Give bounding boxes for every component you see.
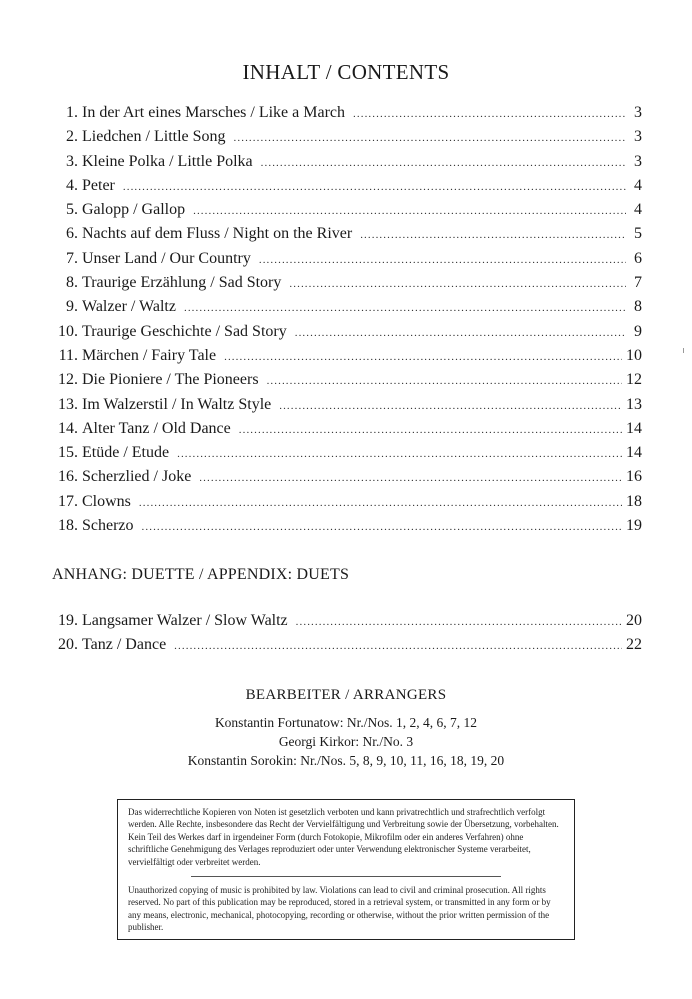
toc-entry-title: Tanz / Dance — [82, 636, 167, 654]
toc-entry — [52, 368, 642, 392]
arranger-line: Georgi Kirkor: Nr./No. 3 — [278, 734, 414, 749]
toc-entry-number: 19. — [58, 612, 78, 629]
toc-entry-page: 22 — [626, 636, 642, 654]
toc-entry-number: 5. — [66, 201, 78, 219]
toc-entry-page: 18 — [626, 492, 642, 510]
notice-divider — [191, 876, 501, 877]
toc-entry-title: Etüde / Etude — [82, 444, 170, 462]
toc-entry-number: 13. — [58, 395, 78, 413]
toc-leader-dots — [353, 102, 626, 126]
contents-list — [52, 101, 642, 538]
toc-entry-number: 3. — [66, 152, 78, 170]
toc-entry-page: 3 — [634, 104, 642, 121]
toc-leader-dots — [261, 151, 626, 175]
toc-entry-page: 3 — [634, 152, 642, 170]
toc-entry — [52, 271, 642, 295]
toc-entry-title: Langsamer Walzer / Slow Waltz — [82, 612, 288, 629]
toc-leader-dots — [360, 223, 626, 247]
toc-entry-page: 8 — [634, 298, 642, 316]
toc-entry-title: In der Art eines Marsches / Like a March — [82, 104, 346, 121]
toc-leader-dots — [295, 321, 626, 345]
toc-entry — [52, 393, 642, 417]
toc-entry — [52, 198, 642, 222]
toc-entry-number: 10. — [58, 322, 78, 340]
margin-mark — [683, 348, 684, 353]
toc-entry — [52, 222, 642, 246]
page-title: INHALT / CONTENTS — [242, 60, 450, 84]
toc-entry-title: Scherzo — [82, 517, 134, 535]
toc-entry-number: 16. — [58, 468, 78, 486]
toc-entry-number: 11. — [58, 346, 78, 364]
toc-leader-dots — [279, 394, 622, 418]
toc-entry — [52, 490, 642, 514]
toc-leader-dots — [199, 466, 622, 490]
toc-leader-dots — [184, 296, 626, 320]
toc-entry — [52, 344, 642, 368]
toc-entry-number: 15. — [58, 444, 78, 462]
toc-entry-title: Im Walzerstil / In Waltz Style — [82, 395, 272, 413]
toc-entry-page: 6 — [634, 249, 642, 267]
toc-entry-number: 9. — [66, 298, 78, 316]
arrangers-heading: BEARBEITER / ARRANGERS — [245, 687, 447, 703]
toc-entry-page: 10 — [626, 346, 642, 364]
toc-entry-page: 14 — [626, 419, 642, 437]
toc-entry-title: Märchen / Fairy Tale — [82, 346, 217, 364]
toc-leader-dots — [239, 418, 622, 442]
toc-entry — [52, 174, 642, 198]
toc-entry-number: 2. — [66, 128, 78, 146]
toc-entry-page: 9 — [634, 322, 642, 340]
toc-entry-page: 7 — [634, 274, 642, 292]
toc-entry-number: 20. — [58, 636, 78, 654]
toc-leader-dots — [289, 272, 626, 296]
toc-leader-dots — [234, 126, 626, 150]
toc-leader-dots — [224, 345, 622, 369]
copyright-notice-box — [117, 799, 575, 940]
toc-entry-title: Liedchen / Little Song — [82, 128, 226, 146]
toc-entry-number: 6. — [66, 225, 78, 243]
toc-entry-page: 19 — [626, 517, 642, 535]
toc-entry-title: Scherzlied / Joke — [82, 468, 192, 486]
toc-entry-number: 14. — [58, 419, 78, 437]
toc-leader-dots — [174, 634, 622, 658]
toc-leader-dots — [267, 369, 622, 393]
toc-entry — [52, 247, 642, 271]
toc-entry-page: 14 — [626, 444, 642, 462]
arranger-line: Konstantin Sorokin: Nr./Nos. 5, 8, 9, 10, 11, 16, 18, 19, 20 — [187, 753, 505, 768]
toc-entry — [52, 295, 642, 319]
toc-entry — [52, 125, 642, 149]
toc-entry — [52, 465, 642, 489]
toc-entry — [52, 417, 642, 441]
toc-leader-dots — [142, 515, 622, 539]
duets-list — [52, 609, 642, 658]
toc-entry-title: Die Pioniere / The Pioneers — [82, 371, 259, 389]
toc-leader-dots — [193, 199, 626, 223]
toc-entry-title: Galopp / Gallop — [82, 201, 186, 219]
toc-entry-title: Clowns — [82, 492, 131, 510]
toc-entry-number: 12. — [58, 371, 78, 389]
toc-entry — [52, 609, 642, 633]
arranger-line: Konstantin Fortunatow: Nr./Nos. 1, 2, 4, 6, 7, 12 — [214, 715, 478, 730]
toc-entry — [52, 320, 642, 344]
toc-entry — [52, 441, 642, 465]
toc-leader-dots — [123, 175, 626, 199]
toc-entry-page: 13 — [626, 395, 642, 413]
toc-entry-title: Walzer / Waltz — [82, 298, 176, 316]
copyright-notice-german: Das widerrechtliche Kopieren von Noten ist gesetzlich verboten und kann privatrechtlich und strafrechtlich verfolgt werden. Alle Rechte, insbesondere das Recht der Vervielfältigung und Verbreitung sowie der Übersetzung, vorbehalten. Kein Teil des Werkes darf in irgendeiner Form (durch Fotokopie, Mikrofilm oder ein anderes Verfahren) ohne schriftliche Genehmigung des Verlages reproduziert oder unter Verwendung elektronischer Systeme verarbeitet, vervielfältigt oder verbreitet werden. — [128, 807, 559, 867]
toc-entry-title: Kleine Polka / Little Polka — [82, 152, 253, 170]
toc-entry-page: 16 — [626, 468, 642, 486]
toc-entry — [52, 514, 642, 538]
toc-entry-number: 17. — [58, 492, 78, 510]
toc-entry-title: Unser Land / Our Country — [82, 249, 251, 267]
toc-entry-page: 12 — [626, 371, 642, 389]
arrangers-list — [0, 713, 692, 770]
toc-entry-title: Nachts auf dem Fluss / Night on the River — [82, 225, 353, 243]
toc-entry-number: 18. — [58, 517, 78, 535]
toc-entry — [52, 150, 642, 174]
toc-entry-number: 1. — [66, 104, 78, 121]
toc-entry-title: Alter Tanz / Old Dance — [82, 419, 231, 437]
toc-entry-number: 7. — [66, 249, 78, 267]
toc-entry-page: 5 — [634, 225, 642, 243]
appendix-heading: ANHANG: DUETTE / APPENDIX: DUETS — [52, 566, 350, 583]
toc-leader-dots — [177, 442, 622, 466]
toc-entry-title: Traurige Geschichte / Sad Story — [82, 322, 287, 340]
toc-entry — [52, 633, 642, 657]
copyright-notice-english: Unauthorized copying of music is prohibited by law. Violations can lead to civil and criminal prosecution. All rights reserved. No part of this publication may be reproduced, stored in a retrieval system, or transmitted in any form or by any means, electronic, mechanical, photocopying, recording or otherwise, without the prior written permission of the publisher. — [128, 885, 551, 933]
toc-entry — [52, 101, 642, 125]
toc-leader-dots — [139, 491, 622, 515]
toc-leader-dots — [259, 248, 626, 272]
toc-entry-title: Peter — [82, 176, 115, 194]
toc-entry-page: 4 — [634, 201, 642, 219]
toc-leader-dots — [296, 610, 622, 634]
toc-entry-number: 4. — [66, 176, 78, 194]
toc-entry-title: Traurige Erzählung / Sad Story — [82, 274, 282, 292]
toc-entry-number: 8. — [66, 274, 78, 292]
toc-entry-page: 20 — [626, 612, 642, 629]
toc-entry-page: 4 — [634, 176, 642, 194]
toc-entry-page: 3 — [634, 128, 642, 146]
